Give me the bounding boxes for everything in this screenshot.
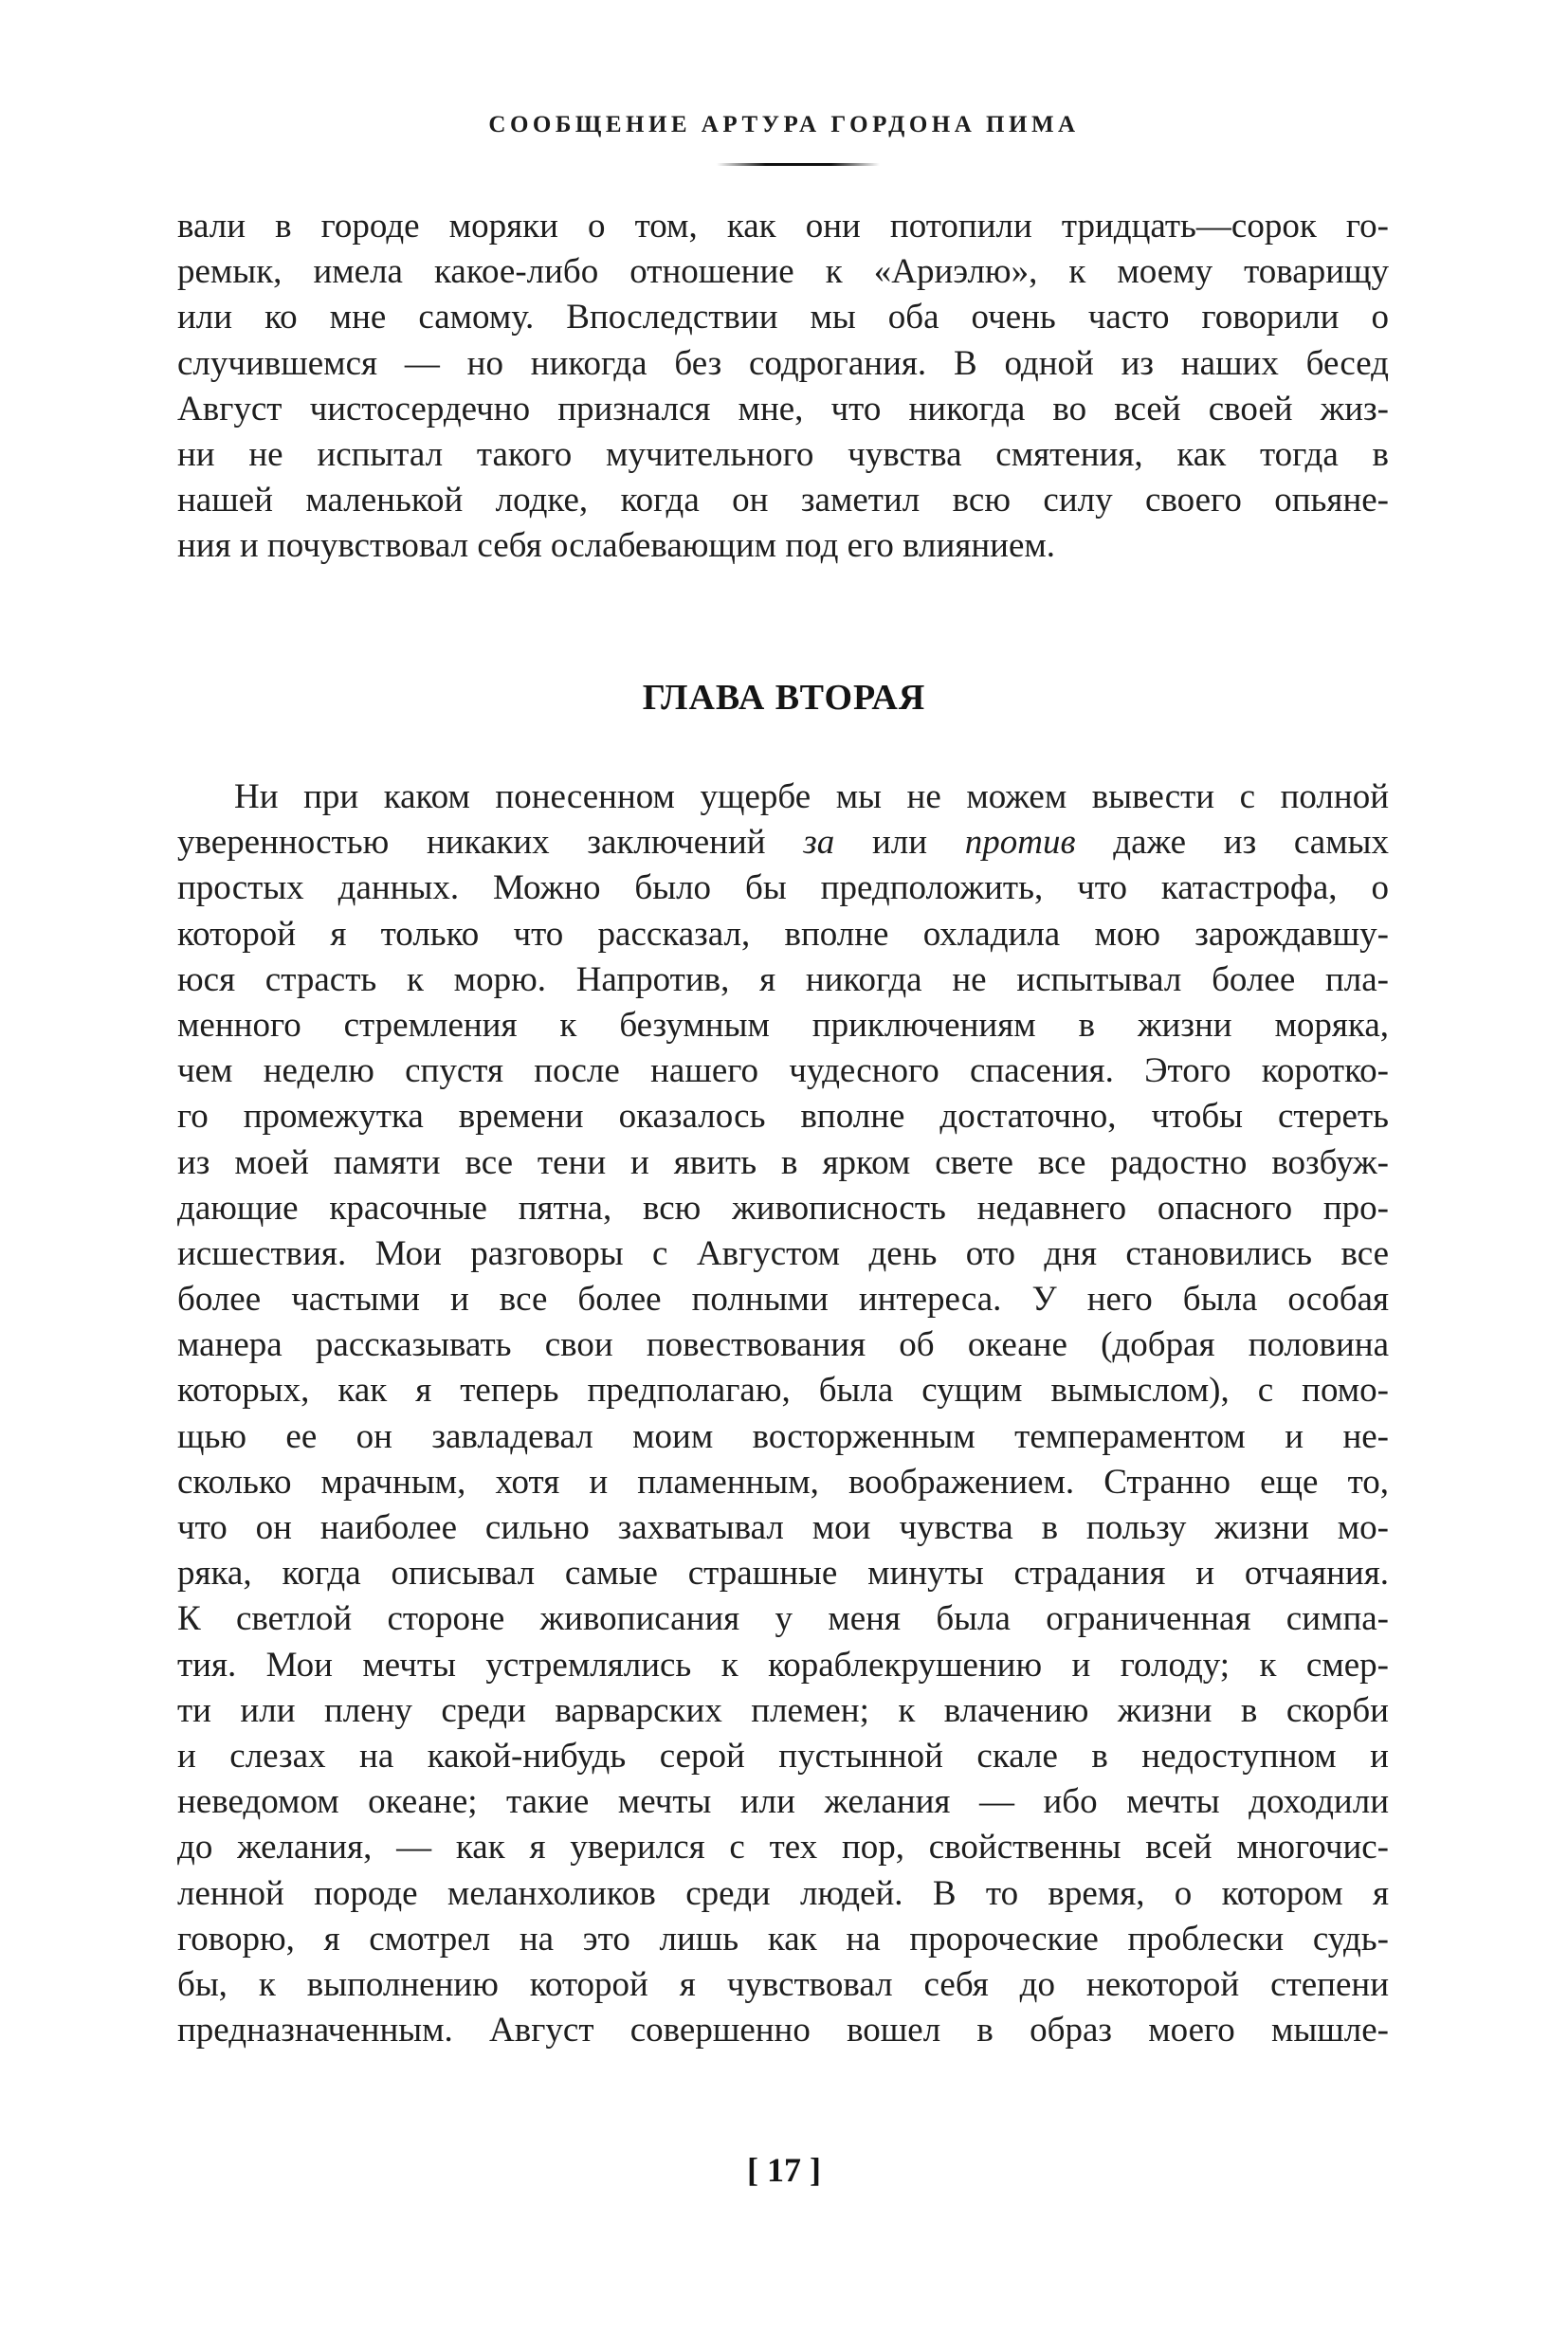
text-line: тия. Мои мечты устремлялись к кораблекрушению и голоду; к смер- (177, 1645, 1389, 1685)
text-line: или ко мне самому. Впоследствии мы оба очень часто говорили о (177, 298, 1389, 337)
text-line: Август чистосердечно признался мне, что никогда во всей своей жиз- (177, 389, 1389, 428)
chapter-title: ГЛАВА ВТОРАЯ (642, 678, 926, 718)
text-line: исшествия. Мои разговоры с Августом день ото дня становились все (177, 1233, 1389, 1273)
text-line: говорю, я смотрел на это лишь как на пророческие проблески судь- (177, 1919, 1389, 1959)
text-line: го промежутка времени оказалось вполне достаточно, чтобы стереть (177, 1097, 1389, 1137)
text-line: ремык, имела какое-либо отношение к «Ариэлю», к моему товарищу (177, 252, 1389, 292)
text-line: которой я только что рассказал, вполне охладила мою зарождавшу- (177, 914, 1389, 954)
text-line: и слезах на какой-нибудь серой пустынной скале в недоступном и (177, 1736, 1389, 1776)
text-segment: или (834, 823, 965, 863)
text-line: более частыми и все более полными интереса. У него была особая (177, 1280, 1389, 1320)
text-line: чем неделю спустя после нашего чудесного спасения. Этого коротко- (177, 1051, 1389, 1091)
text-line: случившемся — но никогда без содрогания. В одной из наших бесед (177, 343, 1389, 383)
text-line: ряка, когда описывал самые страшные минуты страдания и отчаяния. (177, 1554, 1389, 1594)
text-segment: даже из самых (1075, 823, 1389, 863)
text-line: юся страсть к морю. Напротив, я никогда не испытывал более пла- (177, 959, 1389, 999)
text-line: до желания, — как я уверился с тех пор, свойственны всей многочис- (177, 1828, 1389, 1868)
text-line: ти или плену среди варварских племен; к влачению жизни в скорби (177, 1690, 1389, 1730)
text-line: ленной породе меланхоликов среди людей. В то время, о котором я (177, 1873, 1389, 1913)
emphasis-protiv: против (964, 823, 1076, 863)
text-line: дающие красочные пятна, всю живописность недавнего опасного про- (177, 1188, 1389, 1228)
text-line: щью ее он завладевал моим восторженным темпераментом и не- (177, 1416, 1389, 1456)
emphasis-za: за (803, 823, 835, 863)
running-head-rule (717, 163, 880, 166)
text-segment: уверенностью никаких заключений (177, 823, 804, 863)
text-line: предназначенным. Август совершенно вошел в образ моего мышле- (177, 2011, 1389, 2050)
text-line: из моей памяти все тени и явить в ярком свете все радостно возбуж- (177, 1142, 1389, 1182)
text-line: менного стремления к безумным приключениям в жизни моряка, (177, 1005, 1389, 1045)
text-line: ния и почувствовал себя ослабевающим под его влиянием. (177, 526, 1056, 566)
continued-paragraph (177, 204, 1389, 570)
chapter-paragraph (177, 775, 1389, 2053)
text-line: что он наиболее сильно захватывал мои чувства в пользу жизни мо- (177, 1508, 1389, 1547)
text-line: сколько мрачным, хотя и пламенным, воображением. Странно еще то, (177, 1462, 1389, 1502)
text-line: бы, к выполнению которой я чувствовал себя до некоторой степени (177, 1964, 1389, 2004)
page-number: [ 17 ] (747, 2151, 821, 2189)
text-line: К светлой стороне живописания у меня была ограниченная симпа- (177, 1599, 1389, 1639)
text-line: неведомом океане; такие мечты или желания — ибо мечты доходили (177, 1782, 1389, 1822)
text-line: Ни при каком понесенном ущербе мы не можем вывести с полной (234, 777, 1389, 816)
text-line: вали в городе моряки о том, как они потопили тридцать—сорок го- (177, 207, 1389, 246)
text-line: манера рассказывать свои повествования об океане (добрая половина (177, 1325, 1389, 1365)
text-line: нашей маленькой лодке, когда он заметил всю силу своего опьяне- (177, 481, 1389, 520)
text-line: которых, как я теперь предполагаю, была сущим вымыслом), с помо- (177, 1371, 1389, 1411)
running-head: СООБЩЕНИЕ АРТУРА ГОРДОНА ПИМА (488, 112, 1080, 137)
text-line-with-emphasis (177, 820, 1389, 866)
text-line: ни не испытал такого мучительного чувства смятения, как тогда в (177, 434, 1389, 474)
text-line: простых данных. Можно было бы предположить, что катастрофа, о (177, 868, 1389, 908)
